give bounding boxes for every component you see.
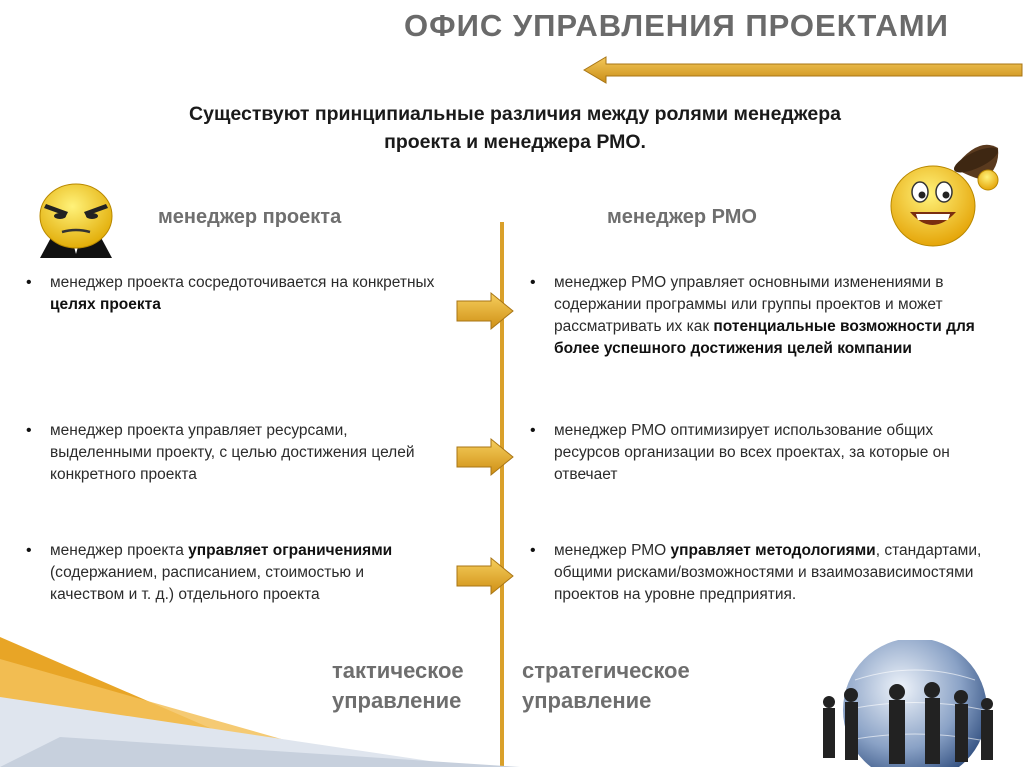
right-arrow-icon — [455, 437, 515, 477]
left-column-heading: менеджер проекта — [158, 206, 342, 228]
left-footer-label — [332, 656, 464, 716]
item-bold-text: управляет ограничениями — [188, 542, 393, 559]
right-footer-line-2: управление — [522, 688, 652, 713]
business-people-globe-image — [805, 640, 1015, 767]
list-item — [522, 420, 999, 486]
item-text-tail: (содержанием, расписанием, стоимостью и качеством и т. д.) отдельного проекта — [50, 564, 365, 603]
right-arrow-icon — [455, 556, 515, 596]
list-item — [18, 540, 435, 606]
serious-smiley-icon — [30, 180, 122, 260]
right-footer-line-1: стратегическое — [522, 658, 690, 683]
left-footer-line-2: управление — [332, 688, 462, 713]
list-item — [522, 540, 1019, 606]
subtitle-line-1: Существуют принципиальные различия между ролями менеджера — [189, 103, 841, 125]
item-text: менеджер проекта — [50, 542, 189, 559]
item-text: менеджер РМО — [554, 542, 671, 559]
slide-subtitle — [60, 100, 970, 156]
item-text: менеджер РМО оптимизирует использование общих ресурсов организации во всех проектах, за которые он отвечает — [554, 422, 950, 483]
item-bold-text: управляет методологиями — [670, 542, 876, 559]
left-arrow-icon — [582, 55, 1024, 85]
list-item — [18, 420, 440, 486]
list-item — [18, 272, 440, 316]
item-text: менеджер проекта сосредоточивается на конкретных — [50, 274, 435, 291]
slide-title: ОФИС УПРАВЛЕНИЯ ПРОЕКТАМИ — [404, 8, 949, 43]
right-footer-label — [522, 656, 690, 716]
hat-tip-smiley-icon — [888, 128, 1006, 248]
item-bold-text: потенциальные возможности для более успешного достижения целей компании — [554, 318, 975, 357]
subtitle-line-2: проекта и менеджера РМО. — [384, 131, 646, 153]
item-text-tail: , стандартами, общими рисками/возможностями и взаимозависимостями проектов на уровне предприятия. — [554, 542, 982, 603]
right-column-heading: менеджер РМО — [607, 206, 757, 228]
left-footer-line-1: тактическое — [332, 658, 464, 683]
item-text: менеджер проекта управляет ресурсами, выделенными проекту, с целью достижения целей конкретного проекта — [50, 422, 415, 483]
right-arrow-icon — [455, 291, 515, 331]
item-text: менеджер РМО управляет основными изменениями в содержании программы или группы проектов и может рассматривать их как — [554, 274, 944, 335]
item-bold-text: целях проекта — [50, 296, 161, 313]
list-item — [522, 272, 1019, 360]
